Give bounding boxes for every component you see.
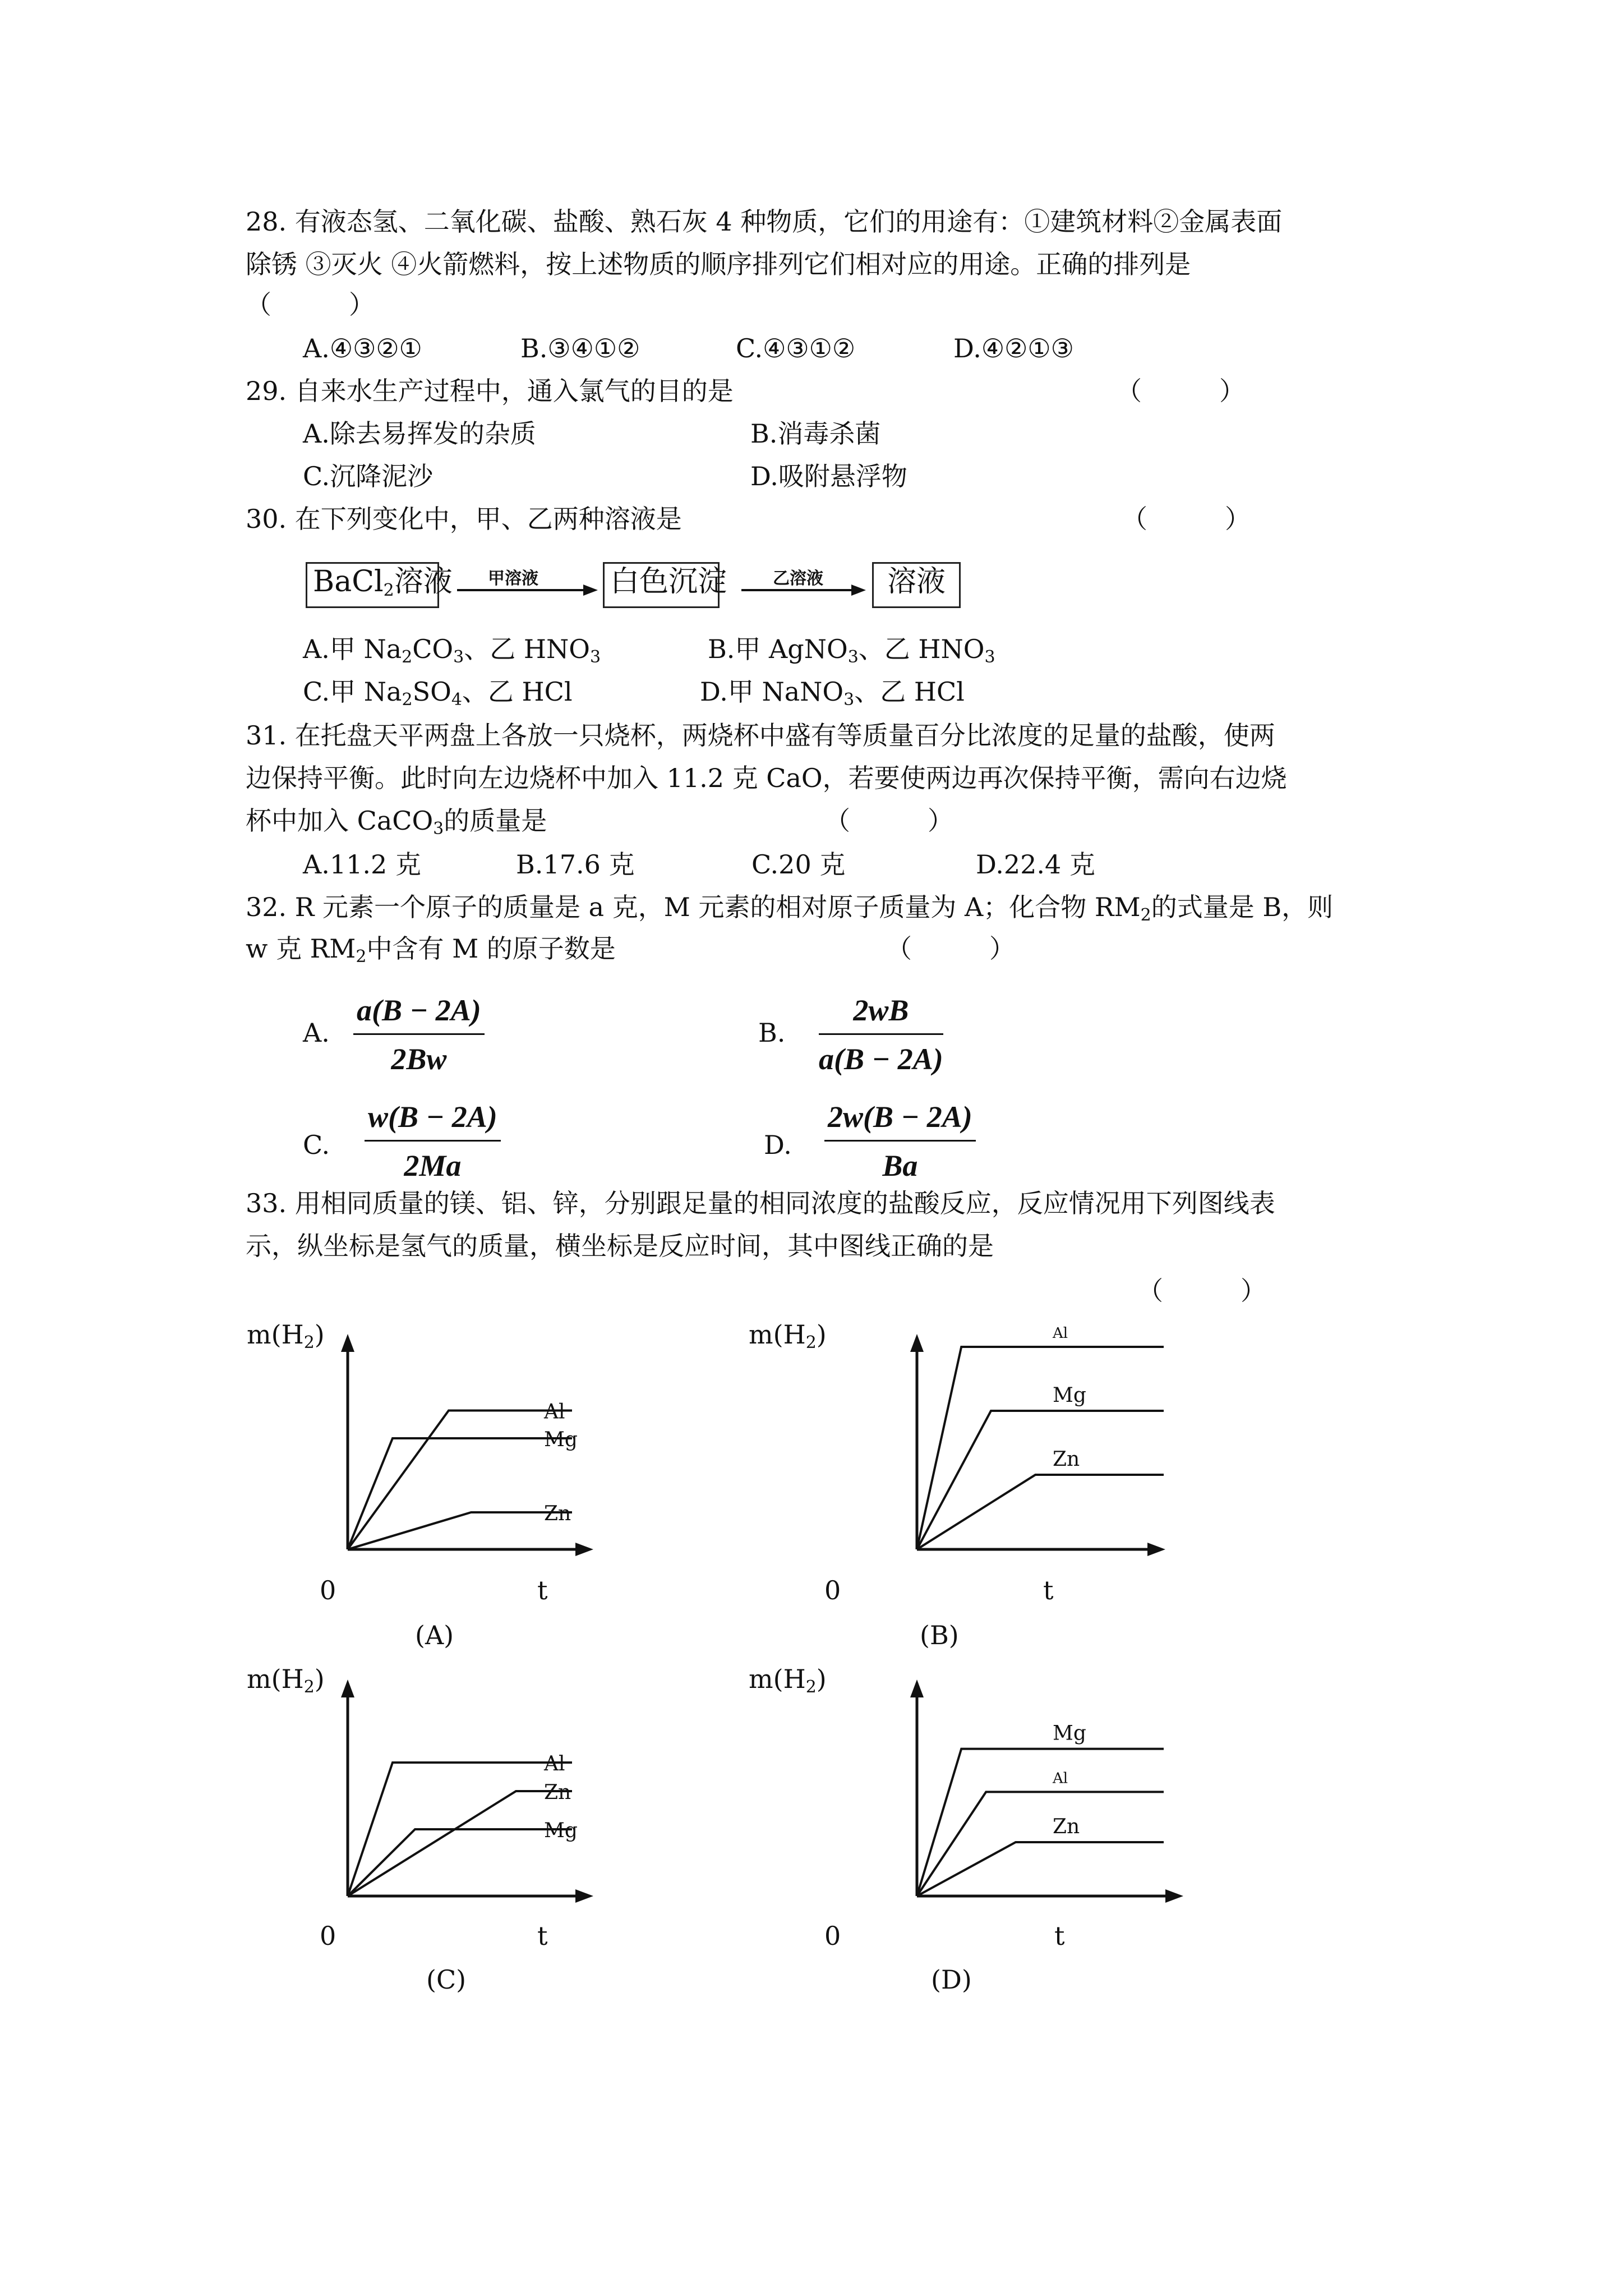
graph-d <box>910 1680 1183 1903</box>
graph-b-caption: (B) <box>920 1620 959 1650</box>
graph-b-y-label: $m(H_2)$ <box>749 1319 827 1352</box>
q32-fraction-d-numerator: 2w(B − 2A) <box>824 1099 976 1142</box>
q30-answer-paren: （ ） <box>1122 504 1251 534</box>
q30-option-a: A.甲 $Na_2CO_3$、乙 $HNO_3$ <box>303 634 601 667</box>
graph-a-curve-al <box>348 1411 572 1550</box>
graph-a-x-label: t <box>537 1575 548 1605</box>
graph-b-curve-zn-label: Zn <box>1053 1448 1080 1471</box>
q33-line1: 33. 用相同质量的镁、铝、锌，分别跟足量的相同浓度的盐酸反应，反应情况用下列图线表 <box>246 1188 1275 1218</box>
q32-fraction-c-denominator: 2Ma <box>404 1149 462 1182</box>
graph-c-y-arrow-icon <box>341 1680 354 1697</box>
graph-c-x-arrow-icon <box>575 1889 593 1903</box>
q30-option-b: B.甲 AgNO$_3$、乙 $HNO_3$ <box>708 634 995 667</box>
q31-line1: 31. 在托盘天平两盘上各放一只烧杯，两烧杯中盛有等质量百分比浓度的足量的盐酸，使两 <box>246 720 1275 751</box>
q31-line3: 杯中加入 CaCO$_3$的质量是 <box>246 806 547 839</box>
graph-d-curve-mg <box>917 1749 1164 1896</box>
graph-c-curve-mg <box>348 1829 572 1896</box>
flow-box-precipitate: 白色沉淀 <box>603 562 720 608</box>
graph-c-y-label: $m(H_2)$ <box>247 1664 325 1697</box>
graph-a-curve-mg-label: Mg <box>544 1428 578 1451</box>
q29-option-c: C.沉降泥沙 <box>303 461 434 491</box>
q33-line2: 示，纵坐标是氢气的质量，横坐标是反应时间，其中图线正确的是 <box>246 1231 994 1261</box>
q32-fraction-d-denominator: Ba <box>882 1149 918 1182</box>
q28-line1: 28. 有液态氢、二氧化碳、盐酸、熟石灰 4 种物质，它们的用途有：①建筑材料②金属表面 <box>246 206 1283 237</box>
q33-answer-paren: （ ） <box>1137 1276 1266 1306</box>
q32-line2: w 克 $RM_2$中含有 M 的原子数是 <box>246 933 616 967</box>
q28-option-b: B.③④①② <box>520 333 640 364</box>
graph-d-curve-al <box>917 1792 1164 1896</box>
q30-line1: 30. 在下列变化中，甲、乙两种溶液是 <box>246 504 682 534</box>
q32-fraction-a-denominator: 2Bw <box>391 1042 447 1076</box>
flow-arrow1-label: 甲溶液 <box>488 569 538 588</box>
graph-a-curve-al-label: Al <box>544 1400 565 1424</box>
graph-d-curve-mg-label: Mg <box>1053 1722 1086 1745</box>
graph-a-y-arrow-icon <box>341 1334 354 1352</box>
q29-option-d: D.吸附悬浮物 <box>750 461 907 491</box>
graph-b-origin-label: 0 <box>824 1575 841 1605</box>
q29-answer-paren: （ ） <box>1116 376 1245 406</box>
q28-option-c: C.④③①② <box>736 333 856 364</box>
graph-a-origin-label: 0 <box>320 1575 336 1605</box>
q30-option-d: D.甲 NaNO$_3$、乙 HCl <box>700 677 965 710</box>
graph-c-x-label: t <box>537 1921 548 1951</box>
q32-fraction-c-numerator: w(B − 2A) <box>365 1099 501 1142</box>
flow-arrow2-label: 乙溶液 <box>773 569 823 588</box>
q29-option-b: B.消毒杀菌 <box>750 418 881 449</box>
graph-b-curve-al <box>917 1347 1164 1549</box>
q32-fraction-b-denominator: a(B − 2A) <box>819 1042 943 1076</box>
graph-a-curve-zn <box>348 1512 572 1549</box>
graph-b-curve-mg <box>917 1411 1164 1549</box>
q31-option-d: D.22.4 克 <box>976 849 1095 880</box>
graph-d-x-arrow-icon <box>1165 1889 1183 1903</box>
q32-line1: 32. R 元素一个原子的质量是 a 克，M 元素的相对原子质量为 A；化合物 $RM_2$的式量是 B，则 <box>246 892 1334 925</box>
q32-fraction-b-numerator: 2wB <box>819 993 943 1035</box>
graph-d-curve-zn <box>917 1842 1164 1896</box>
graph-c-origin-label: 0 <box>320 1921 336 1951</box>
q28-answer-paren: （ ） <box>246 289 375 320</box>
graph-c-curve-al-label: Al <box>544 1752 565 1775</box>
graph-b-curve-al-label: Al <box>1053 1325 1068 1342</box>
graph-d-curve-al-label: Al <box>1053 1770 1068 1787</box>
graph-d-caption: (D) <box>931 1964 972 1995</box>
graph-d-y-arrow-icon <box>910 1680 924 1697</box>
q28-line2: 除锈 ③灭火 ④火箭燃料，按上述物质的顺序排列它们相对应的用途。正确的排列是 <box>246 249 1191 279</box>
graph-c-caption: (C) <box>426 1964 467 1995</box>
q32-label-c: C. <box>303 1130 330 1160</box>
q31-answer-paren: （ ） <box>824 806 953 836</box>
q32-fraction-a-numerator: a(B − 2A) <box>353 993 485 1035</box>
graph-c-curve-zn-label: Zn <box>544 1781 571 1804</box>
graph-a-x-arrow-icon <box>575 1543 593 1556</box>
graph-c <box>341 1680 593 1903</box>
graph-a-curve-mg <box>348 1438 572 1549</box>
q28-option-a: A.④③②① <box>303 333 422 364</box>
q31-option-a: A.11.2 克 <box>303 849 421 880</box>
q32-label-d: D. <box>764 1130 792 1160</box>
graph-c-curve-zn <box>348 1791 572 1896</box>
graph-b-curve-mg-label: Mg <box>1053 1384 1086 1407</box>
graph-d-origin-label: 0 <box>824 1921 841 1951</box>
graph-a-y-label: $m(H_2)$ <box>247 1319 325 1352</box>
graph-a-caption: (A) <box>415 1620 454 1650</box>
q31-option-c: C.20 克 <box>751 849 846 880</box>
flow-box-solution: 溶液 <box>872 562 961 608</box>
flow-box-bacl2: BaCl$_2$溶液 <box>306 562 439 608</box>
q31-option-b: B.17.6 克 <box>516 849 635 880</box>
q29-line1: 29. 自来水生产过程中，通入氯气的目的是 <box>246 376 734 406</box>
q32-label-a: A. <box>303 1018 330 1048</box>
graph-b-y-arrow-icon <box>910 1334 924 1352</box>
graph-b <box>910 1325 1165 1556</box>
graph-d-x-label: t <box>1054 1921 1065 1951</box>
graph-b-curve-zn <box>917 1475 1164 1549</box>
graph-c-curve-mg-label: Mg <box>544 1819 578 1842</box>
q29-option-a: A.除去易挥发的杂质 <box>303 418 536 449</box>
graph-d-curve-zn-label: Zn <box>1053 1815 1080 1838</box>
graph-d-y-label: $m(H_2)$ <box>749 1664 827 1697</box>
q32-label-b: B. <box>758 1018 786 1048</box>
q28-option-d: D.④②①③ <box>953 333 1074 364</box>
q30-option-c: C.甲 $Na_2SO_4$、乙 HCl <box>303 677 573 710</box>
graph-a <box>341 1334 593 1556</box>
q31-line2: 边保持平衡。此时向左边烧杯中加入 11.2 克 CaO，若要使两边再次保持平衡，需向右边烧 <box>246 763 1287 793</box>
graph-b-x-label: t <box>1043 1575 1054 1605</box>
graph-b-x-arrow-icon <box>1147 1543 1165 1556</box>
q32-answer-paren: （ ） <box>886 933 1015 964</box>
graph-a-curve-zn-label: Zn <box>544 1502 571 1525</box>
